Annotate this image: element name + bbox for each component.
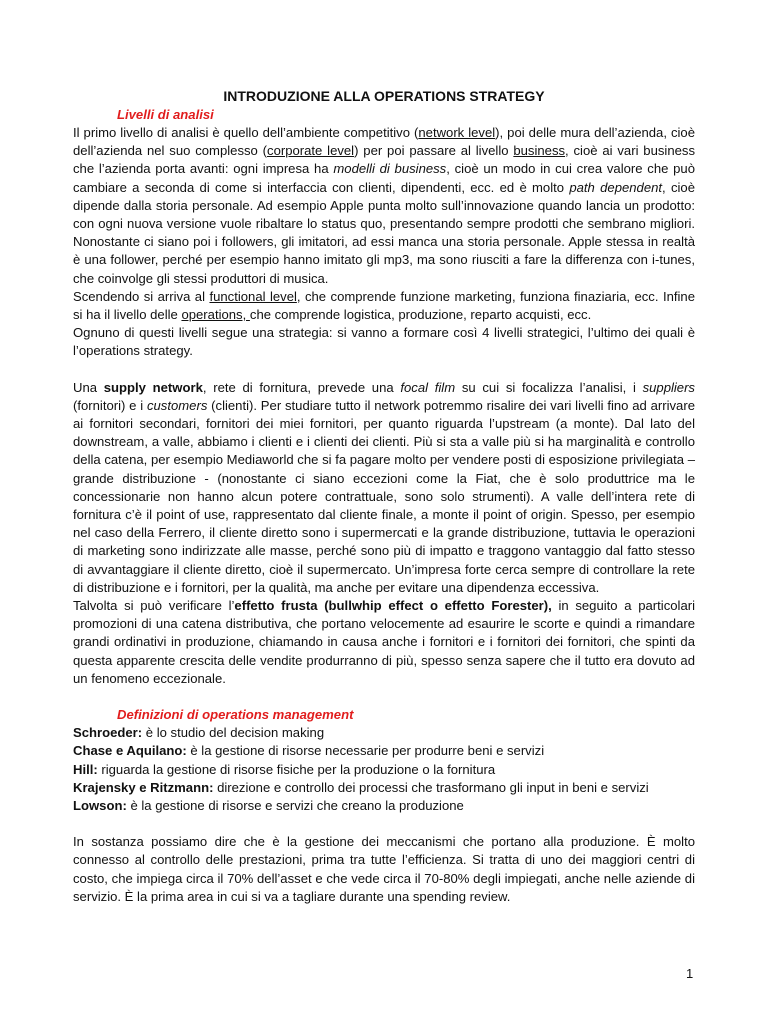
text: ), poi delle mura dell’azienda, cioè dell’azienda nel suo complesso ( [73,125,695,159]
definition-text: è lo studio del decision making [142,725,325,741]
term-functional-level: functional level [209,288,297,304]
paragraph-sostanza: In sostanza possiamo dire che è la gestione dei meccanismi che portano alla produzione. È molto connesso al controllo delle prestazioni, prima tra tutte l’efficienza. Si tratta di uno dei maggiori centri di costo, che impiega circa il 70% dell’asset e che vede circa il 70-80% degli impiegati, anche nelle aziende di servizio. È la prima area in cui si va a tagliare durante una spending review. [73,834,695,904]
page-title: INTRODUZIONE ALLA OPERATIONS STRATEGY [223,88,545,104]
paragraph-functional [73,288,695,324]
text: , che comprende funzione marketing, funziona finaziaria, ecc. Infine si ha il livello delle [73,288,695,323]
definition-text: è la gestione di risorse e servizi che creano la produzione [126,797,464,813]
definition-text: direzione e controllo dei processi che trasformano gli input in beni e servizi [213,779,649,795]
text: su cui si focalizza l’analisi, i [455,379,643,395]
paragraph-effetto-frusta [73,597,695,688]
term-operations: operations, [181,307,250,323]
text: (clienti). Per studiare tutto il network potremmo risalire dei vari livelli fino ad arrivare ai fornitori secondari, fornitori dei miei fornitori, per quanto riguarda l’upstream (a monte). Dal lato del downstream, a valle, abbiamo i clienti e i clienti dei clienti. Più si sta a valle più si ha marginalità e controllo della catena, per esempio Mediaworld che si fa pagare molto per vendere posti di esposizione privilegiata – grande distribuzione - (nonostante ci siano eccezioni come la Fiat, che è solo produttrice ma le concessionarie non hanno alcun potere contrattuale, sono solo strumenti). A valle dell’intera rete di fornitura c’è il point of use, rappresentato dal cliente finale, a monte il point of origin. Spesso, per esempio nel caso della Ferrero, il cliente diretto sono i supermercati e la grande distribuzione, tuttavia le operazioni di marketing sono indirizzate alle masse, perché sono più di impatto e traggono vantaggio dal fatto stesso di avvantaggiare il cliente diretto, cioè il supermercato. Un’impresa forte cerca sempre di controllare la rete di distribuzione e i fornitori, per la qualità, ma anche per evitare una dipendenza eccessiva. [73,397,695,595]
definition-item [73,742,695,760]
term-modelli-di-business: modelli di business [333,161,447,177]
text: in seguito a particolari promozioni di una catena distributiva, che portano velocemente ad esaurire le scorte e quindi a rimandare grandi ordinativi in produzione, chiamando in causa anche i fornitori e i fornitori dei fornitori, che spinti da questa apparente crescita delle vendite produrranno di più, spesso senza sapere che il tutto era dovuto ad un fenomeno eccezionale. [73,598,696,686]
definition-text: riguarda la gestione di risorse fisiche per la produzione o la fornitura [97,761,496,777]
text: che comprende logistica, produzione, reparto acquisti, ecc. [249,307,592,323]
definitions-list [73,724,695,815]
definition-item [73,797,695,815]
term-customers: customers [146,397,208,413]
text: , rete di fornitura, prevede una [202,379,401,395]
text: Scendendo si arriva al [73,288,210,304]
term-supply-network: supply network [103,379,203,395]
text: , cioè un modo in cui crea valore che può cambiare a seconda di come si interfaccia con clienti, dipendenti, ecc. ed è molto [73,161,695,195]
term-network-level: network level [418,125,496,140]
definition-author: Schroeder: [73,725,143,741]
text: (fornitori) e i [73,397,147,413]
term-business: business [513,143,566,159]
text: ) per poi passare al livello [354,143,514,159]
definition-author: Chase e Aquilano: [73,743,187,759]
term-suppliers: suppliers [642,379,695,395]
term-effetto-frusta: effetto frusta (bullwhip effect o effetto Forester), [234,598,552,614]
paragraph-supply-network [73,379,695,597]
term-focal-film: focal film [400,379,456,395]
definition-author: Hill: [73,761,98,777]
definition-item [73,724,695,742]
text: Una [73,379,104,395]
definition-text: è la gestione di risorse necessarie per produrre beni e servizi [186,743,545,759]
spacer [73,815,695,833]
text: , cioè dipende dalla storia personale. Ad esempio Apple punta molto sull’innovazione quando lancia un prodotto: con ogni nuova versione vuole ribaltare lo status quo, presentando sempre prodotti che sembrano migliori. Nonostante ci siano poi i followers, gli imitatori, ad essi manca una storia personale. Apple stessa in realtà è una follower, perché per esempio hanno imitato gli mp3, ma sono riusciti a fare la differenza con i-tunes, che coinvolge gli stessi produttori di musica. [73,179,695,286]
page-number: 1 [686,966,694,981]
section-heading-livelli: Livelli di analisi [117,107,214,122]
spacer [73,361,695,379]
term-path-dependent: path dependent [569,179,663,195]
term-corporate-level: corporate level [267,143,355,159]
definition-author: Krajensky e Ritzmann: [73,779,214,795]
spacer [73,688,695,706]
text: , cioè ai vari business che l’azienda porta avanti: ogni impresa ha [73,143,695,177]
paragraph-livelli [73,124,695,288]
text: Talvolta si può verificare l’ [73,598,235,614]
definition-author: Lowson: [73,797,127,813]
definition-item [73,779,695,797]
text: Il primo livello di analisi è quello dell’ambiente competitivo ( [73,125,419,140]
document-page [73,86,695,906]
paragraph-livelli-strategici: Ognuno di questi livelli segue una strategia: si vanno a formare così 4 livelli strategici, l’ultimo dei quali è l’operations strategy. [73,325,695,359]
definition-item [73,761,695,779]
section-heading-definizioni: Definizioni di operations management [117,707,354,723]
